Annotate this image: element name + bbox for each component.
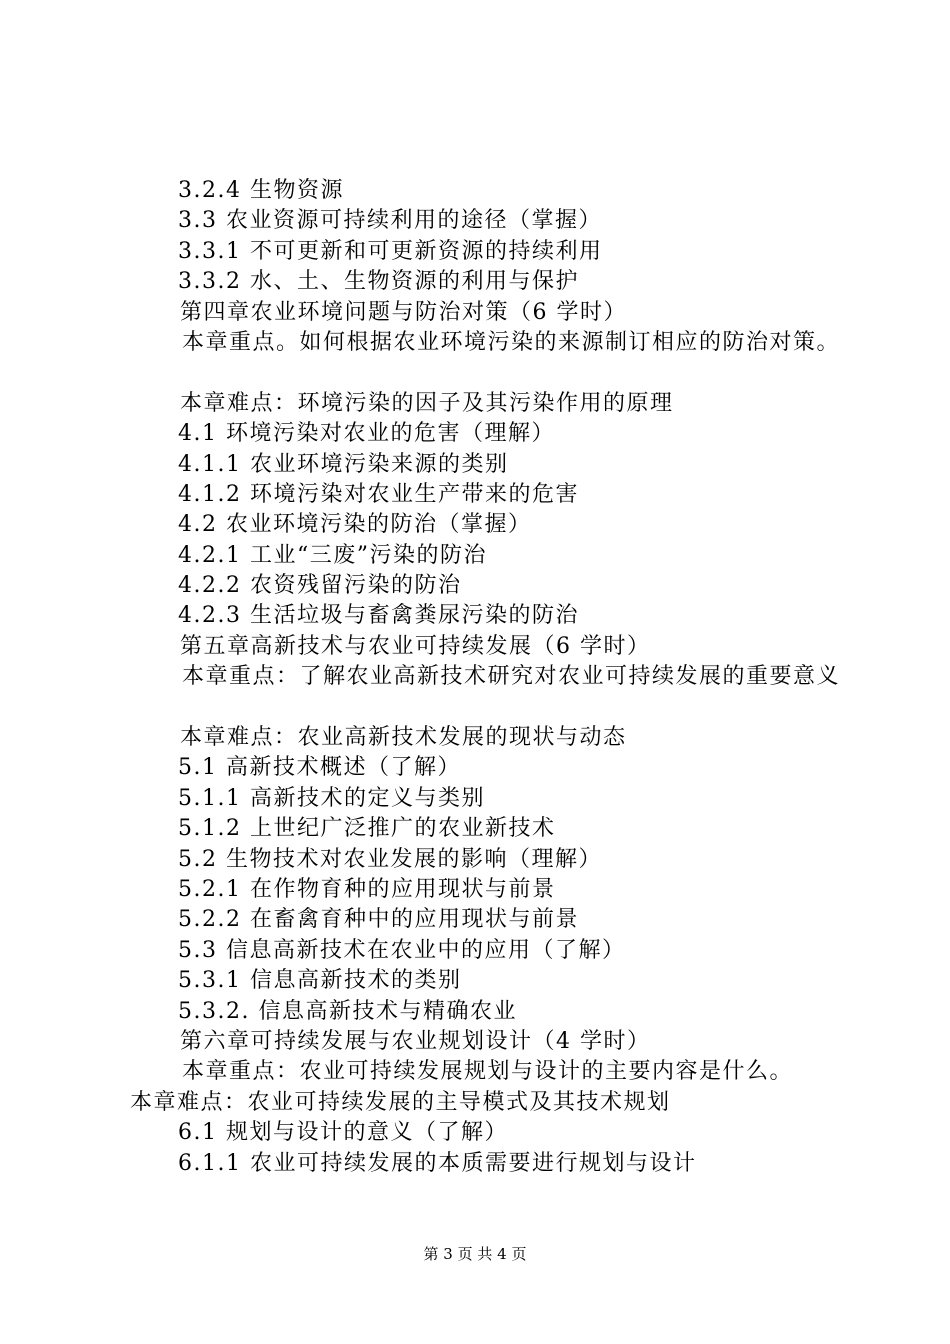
section-4-2-3: 4.2.3 生活垃圾与畜禽粪尿污染的防治 <box>178 603 579 629</box>
chapter-6-difficulties: 本章难点：农业可持续发展的主导模式及其技术规划 <box>130 1089 671 1115</box>
chapter-5-key-points: 本章重点：了解农业高新技术研究对农业可持续发展的重要意义 <box>182 664 841 690</box>
section-4-2-1: 4.2.1 工业“三废”污染的防治 <box>178 542 487 568</box>
page-number-footer: 第 3 页 共 4 页 <box>423 1245 527 1263</box>
section-4-2: 4.2 农业环境污染的防治（掌握） <box>178 512 532 538</box>
section-4-1-1: 4.1.1 农业环境污染来源的类别 <box>178 451 509 477</box>
section-5-3-1: 5.3.1 信息高新技术的类别 <box>178 968 462 994</box>
chapter-4-difficulties: 本章难点：环境污染的因子及其污染作用的原理 <box>180 390 674 416</box>
section-5-2: 5.2 生物技术对农业发展的影响（理解） <box>178 846 602 872</box>
section-4-2-2: 4.2.2 农资残留污染的防治 <box>178 573 462 599</box>
section-5-1-2: 5.1.2 上世纪广泛推广的农业新技术 <box>178 816 556 842</box>
chapter-5-difficulties: 本章难点：农业高新技术发展的现状与动态 <box>180 725 627 751</box>
section-5-2-1: 5.2.1 在作物育种的应用现状与前景 <box>178 877 556 903</box>
document-body <box>130 176 850 1179</box>
section-3-2-4: 3.2.4 生物资源 <box>178 178 344 203</box>
section-5-1: 5.1 高新技术概述（了解） <box>178 755 461 781</box>
chapter-6-heading: 第六章可持续发展与农业规划设计（4 学时） <box>180 1028 651 1054</box>
section-4-1-2: 4.1.2 环境污染对农业生产带来的危害 <box>178 481 579 507</box>
section-4-1: 4.1 环境污染对农业的危害（理解） <box>178 421 555 447</box>
section-6-1-1: 6.1.1 农业可持续发展的本质需要进行规划与设计 <box>178 1150 697 1176</box>
section-5-3-2: 5.3.2. 信息高新技术与精确农业 <box>178 998 517 1024</box>
section-5-3: 5.3 信息高新技术在农业中的应用（了解） <box>178 937 626 963</box>
section-3-3-1: 3.3.1 不可更新和可更新资源的持续利用 <box>178 238 603 264</box>
section-3-3: 3.3 农业资源可持续利用的途径（掌握） <box>178 208 602 234</box>
chapter-4-heading: 第四章农业环境问题与防治对策（6 学时） <box>180 299 627 325</box>
chapter-4-key-points: 本章重点。如何根据农业环境污染的来源制订相应的防治对策。 <box>182 329 841 355</box>
section-3-3-2: 3.3.2 水、土、生物资源的利用与保护 <box>178 269 579 295</box>
section-5-1-1: 5.1.1 高新技术的定义与类别 <box>178 785 485 811</box>
chapter-6-key-points: 本章重点：农业可持续发展规划与设计的主要内容是什么。 <box>182 1059 794 1085</box>
section-6-1: 6.1 规划与设计的意义（了解） <box>178 1120 508 1146</box>
chapter-5-heading: 第五章高新技术与农业可持续发展（6 学时） <box>180 633 651 659</box>
section-5-2-2: 5.2.2 在畜禽育种中的应用现状与前景 <box>178 907 579 933</box>
